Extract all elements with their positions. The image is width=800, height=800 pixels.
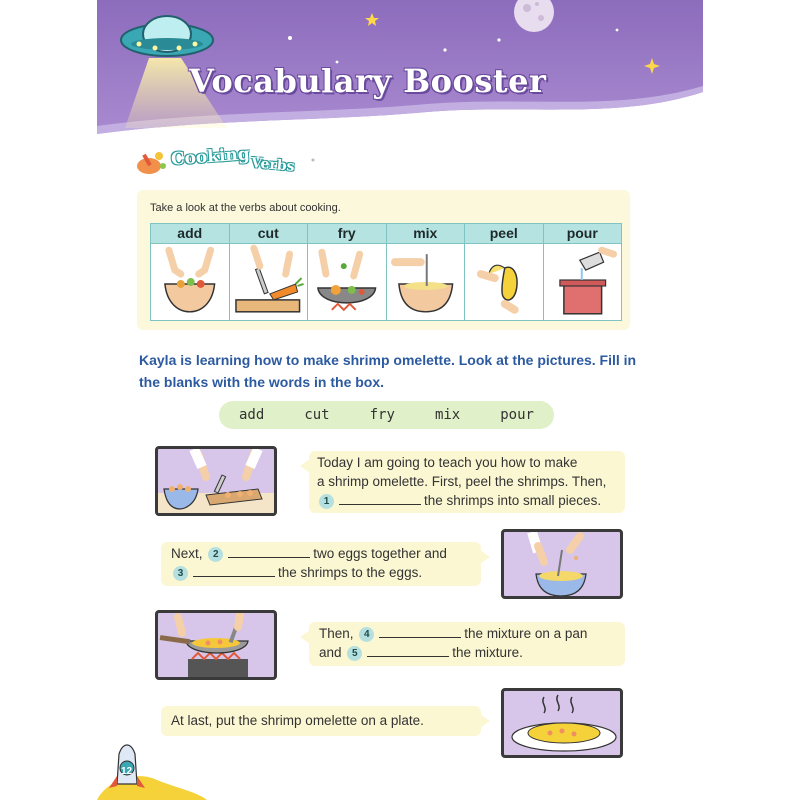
blank-number-badge: 2 bbox=[208, 547, 223, 562]
section-word-cooking: Cooking bbox=[170, 144, 251, 170]
step4-plate-picture bbox=[501, 688, 623, 758]
word-box-item: pour bbox=[500, 407, 534, 423]
step1-line1: Today I am going to teach you how to make bbox=[317, 455, 578, 470]
cut-illustration bbox=[230, 244, 308, 320]
step2-after1: two eggs together and bbox=[313, 546, 447, 561]
verb-label: pour bbox=[544, 224, 622, 244]
answer-blank-1[interactable] bbox=[339, 492, 421, 505]
verb-column bbox=[308, 224, 387, 320]
mix-illustration bbox=[387, 244, 465, 320]
footer-decoration bbox=[97, 740, 207, 800]
step1-line2: a shrimp omelette. First, peel the shrimps. Then, bbox=[317, 474, 607, 489]
blank-number-badge: 1 bbox=[319, 494, 334, 509]
add-illustration bbox=[151, 244, 229, 320]
word-box-item: cut bbox=[304, 407, 330, 423]
answer-blank-2[interactable] bbox=[228, 545, 310, 558]
answer-blank-3[interactable] bbox=[193, 564, 275, 577]
verbs-box bbox=[137, 190, 630, 330]
verb-label: mix bbox=[387, 224, 465, 244]
verbs-instruction: Take a look at the verbs about cooking. bbox=[150, 202, 341, 214]
instructions-text: Kayla is learning how to make shrimp omelette. Look at the pictures. Fill in the blanks with the words in the box. bbox=[139, 352, 637, 390]
answer-blank-5[interactable] bbox=[367, 644, 449, 657]
verb-column bbox=[544, 224, 622, 320]
page-title: Vocabulary Booster bbox=[189, 62, 547, 100]
header-banner bbox=[97, 0, 703, 140]
step2-before: Next, bbox=[171, 546, 203, 561]
verb-column bbox=[387, 224, 466, 320]
step2-mixing-picture bbox=[501, 529, 623, 599]
blank-number-badge: 5 bbox=[347, 646, 362, 661]
step3-after2: the mixture. bbox=[452, 645, 523, 660]
word-box-item: fry bbox=[369, 407, 395, 423]
step1-speech-bubble bbox=[309, 451, 625, 513]
step4-text: At last, put the shrimp omelette on a plate. bbox=[171, 713, 424, 728]
verb-column bbox=[151, 224, 230, 320]
fry-illustration bbox=[308, 244, 386, 320]
blank-number-badge: 4 bbox=[359, 627, 374, 642]
step3-frying-picture bbox=[155, 610, 277, 680]
word-box bbox=[219, 401, 554, 429]
step1-cutting-picture bbox=[155, 446, 277, 516]
step2-speech-bubble bbox=[161, 542, 481, 586]
step3-speech-bubble bbox=[309, 622, 625, 666]
step3-before2: and bbox=[319, 645, 342, 660]
verb-label: add bbox=[151, 224, 229, 244]
step1-after: the shrimps into small pieces. bbox=[424, 493, 602, 508]
rocket-icon bbox=[97, 740, 207, 800]
step4-speech-bubble bbox=[161, 706, 481, 736]
page-number: 12 bbox=[121, 766, 133, 777]
answer-blank-4[interactable] bbox=[379, 625, 461, 638]
word-box-item: add bbox=[239, 407, 265, 423]
step3-after1: the mixture on a pan bbox=[464, 626, 588, 641]
section-label bbox=[133, 144, 323, 184]
verb-column bbox=[465, 224, 544, 320]
peel-illustration bbox=[465, 244, 543, 320]
section-word-verbs: Verbs bbox=[250, 155, 296, 175]
step2-after2: the shrimps to the eggs. bbox=[278, 565, 423, 580]
blank-number-badge: 3 bbox=[173, 566, 188, 581]
verb-label: fry bbox=[308, 224, 386, 244]
verb-column bbox=[230, 224, 309, 320]
verb-label: peel bbox=[465, 224, 543, 244]
pour-illustration bbox=[544, 244, 622, 320]
step3-before1: Then, bbox=[319, 626, 354, 641]
worksheet-page bbox=[97, 0, 703, 800]
word-box-item: mix bbox=[434, 407, 461, 423]
verb-label: cut bbox=[230, 224, 308, 244]
verbs-table bbox=[150, 223, 622, 321]
